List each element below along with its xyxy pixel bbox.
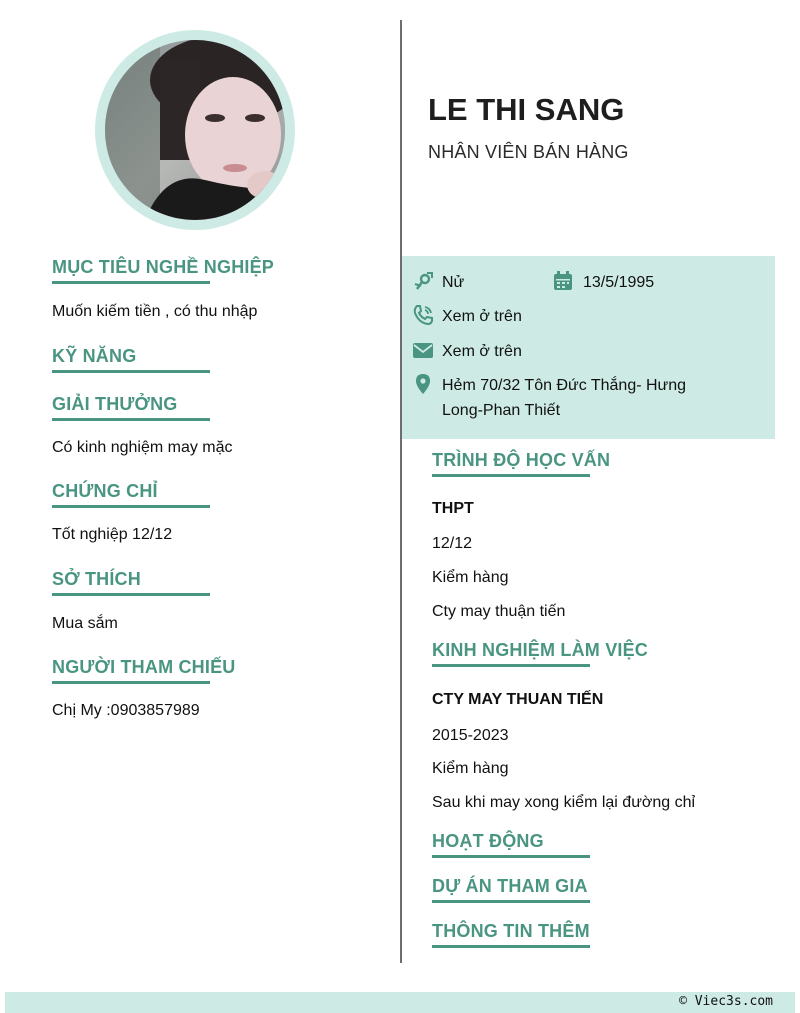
education-line-2: Cty may thuận tiến — [432, 603, 566, 620]
gender-icon — [413, 272, 433, 292]
more-info-title: THÔNG TIN THÊM — [432, 921, 590, 948]
email-value: Xem ở trên — [442, 343, 522, 360]
birthday-value: 13/5/1995 — [583, 274, 655, 291]
education-period: 12/12 — [432, 535, 473, 552]
address-line-1: Hẻm 70/32 Tôn Đức Thắng- Hưng — [442, 377, 687, 394]
footer-bar — [5, 992, 795, 1013]
email-icon — [413, 340, 433, 360]
phone-value: Xem ở trên — [442, 308, 522, 325]
experience-description: Sau khi may xong kiểm lại đường chỉ — [432, 794, 696, 811]
references-title: NGƯỜI THAM CHIẾU — [52, 657, 210, 684]
education-title: TRÌNH ĐỘ HỌC VẤN — [432, 450, 590, 477]
awards-text: Có kinh nghiệm may mặc — [52, 439, 233, 456]
full-name: LE THI SANG — [428, 92, 625, 127]
references-text: Chị My :0903857989 — [52, 702, 200, 719]
activities-title: HOẠT ĐỘNG — [432, 831, 590, 858]
projects-title: DỰ ÁN THAM GIA — [432, 876, 590, 903]
left-column — [52, 257, 382, 720]
avatar-photo — [105, 40, 285, 220]
awards-title: GIẢI THƯỞNG — [52, 394, 210, 421]
phone-icon — [413, 305, 433, 325]
contact-panel — [402, 256, 775, 439]
experience-period: 2015-2023 — [432, 727, 509, 744]
avatar — [105, 40, 285, 220]
calendar-icon — [553, 271, 573, 291]
education-school: THPT — [432, 500, 474, 517]
objective-text: Muốn kiếm tiền , có thu nhập — [52, 303, 258, 320]
avatar-frame — [95, 30, 295, 230]
job-position: NHÂN VIÊN BÁN HÀNG — [428, 142, 629, 162]
experience-role: Kiểm hàng — [432, 760, 509, 777]
experience-company: CTY MAY THUAN TIẾN — [432, 691, 604, 708]
footer-credit: © Viec3s.com — [679, 994, 773, 1009]
experience-title: KINH NGHIỆM LÀM VIỆC — [432, 640, 590, 667]
gender-value: Nử — [442, 274, 465, 291]
certificates-text: Tốt nghiệp 12/12 — [52, 526, 173, 543]
address-line-2: Long-Phan Thiết — [442, 402, 561, 419]
objective-title: MỤC TIÊU NGHỀ NGHIỆP — [52, 257, 210, 284]
certificates-title: CHỨNG CHỈ — [52, 481, 210, 508]
column-divider — [400, 20, 402, 963]
right-column — [432, 450, 782, 948]
hobbies-text: Mua sắm — [52, 615, 118, 632]
education-line-1: Kiểm hàng — [432, 569, 509, 586]
hobbies-title: SỞ THÍCH — [52, 569, 210, 596]
skills-title: KỸ NĂNG — [52, 346, 210, 373]
location-icon — [413, 374, 433, 394]
